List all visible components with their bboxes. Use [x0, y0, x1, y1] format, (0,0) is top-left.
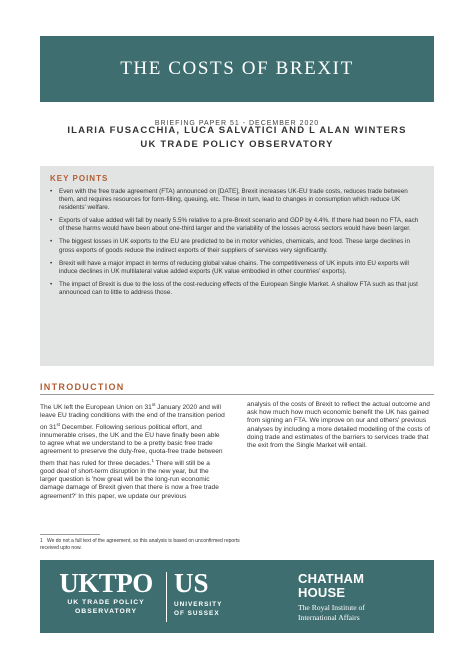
ordinal-suffix: st: [151, 402, 156, 407]
key-point-item: [50, 188, 424, 212]
sussex-line-2: OF SUSSEX: [174, 609, 220, 617]
key-points-list: [50, 188, 424, 297]
bullet-icon: •: [50, 259, 53, 267]
key-point-text: The biggest losses in UK exports to the EU are predicted to be in motor vehicles, chemicals, and food. These large declines in gross exports of goods reduce the indirect exports of their suppliers of services very significantly.: [59, 238, 410, 254]
key-point-text: The impact of Brexit is due to the loss of the cost-reducing effects of the European Single Market. A shallow FTA such as that just announced can to little to address those.: [59, 280, 418, 296]
key-point-text: Even with the free trade agreement (FTA) announced on [DATE], Brexit increases UK-EU trade costs, reduces trade between them, and requires resources for form-filling, queuing, etc. These in turn, lead to changes in consumption which reduce UK residents' welfare.: [59, 188, 408, 212]
organisation: UK TRADE POLICY OBSERVATORY: [140, 139, 334, 150]
introduction-paragraph-continued: analysis of the costs of Brexit to reflect the actual outcome and ask how much how much economic benefit the UK has gained from signing an FTA. We improve on our and others' previous analyses by including a more detailed modelling of the costs of doing trade and estimates of the barriers to services trade that the exit from the Single Market will entail.: [247, 401, 430, 450]
introduction-paragraph: [40, 401, 226, 501]
sussex-logo[interactable]: [174, 570, 236, 618]
intro-text: The UK left the European Union on 31: [40, 404, 152, 412]
section-divider: [40, 394, 434, 395]
uktpo-line-1: UK TRADE POLICY: [67, 599, 145, 606]
introduction-heading: INTRODUCTION: [40, 382, 125, 392]
key-point-text: Brexit will have a major impact in terms of reducing global value chains. The competitiveness of UK inputs into EU exports will induce declines in UK multilateral value added exports (UK value embodied in other countries' exports).: [59, 259, 409, 275]
footnote: [40, 538, 260, 551]
footer-logo-bar: [40, 560, 434, 633]
uktpo-wordmark: UKTPO: [59, 568, 153, 598]
key-point-item: [50, 281, 424, 297]
issue-label: BRIEFING PAPER 51 - DECEMBER 2020: [154, 120, 320, 127]
ordinal-suffix: st: [56, 421, 61, 427]
bullet-icon: •: [50, 280, 53, 288]
intro-text: December. Following serious political effort, and innumerable crises, the UK and the EU have finally been able to agree what we understand to be a pretty basic free trade agreement to preserve the duty-free, quota-free trade between them that has ruled for three decades.: [40, 423, 223, 467]
chatham-sub-2: International Affairs: [298, 612, 360, 622]
intro-text: January 2020 and will leave EU trading conditions with the end of the transition period on 31: [40, 404, 225, 431]
sussex-wordmark: US: [174, 568, 209, 598]
key-point-text: Exports of value added will fall by nearly 5.5% relative to a pre-Brexit scenario and GDP by 4.4%. If there had been no FTA, each of these harms would have been about one-third larger and the variability of the losses across sectors would have been larger.: [59, 217, 419, 233]
footnote-divider: [40, 534, 100, 535]
introduction-right-column: [247, 401, 433, 450]
page-title: THE COSTS OF BREXIT: [120, 58, 354, 79]
intro-text: There will still be a good deal of short-term disruption in the new year, but the larger question is 'how great will be the long-run economic damage damage of Brexit given that there is now a free trade agreement?' In this paper, we update our previous: [40, 459, 219, 500]
key-points-heading: KEY POINTS: [50, 174, 109, 183]
key-point-item: [50, 238, 424, 254]
chatham-line-1: CHATHAM: [298, 571, 365, 586]
authors: ILARIA FUSACCHIA, LUCA SALVATICI AND L ALAN WINTERS: [67, 125, 407, 136]
footnote-ref[interactable]: 1: [151, 457, 154, 463]
key-point-item: [50, 260, 424, 276]
uktpo-line-2: OBSERVATORY: [75, 607, 137, 615]
bullet-icon: •: [50, 238, 53, 246]
uktpo-logo[interactable]: [52, 570, 160, 616]
footnote-text: We do not a full text of the agreement, so this analysis is based on unconfirmed reports received upto now.: [40, 538, 240, 551]
chatham-line-2: HOUSE: [298, 585, 346, 600]
title-banner: [40, 36, 434, 102]
chatham-sub-1: The Royal Institute of: [298, 603, 365, 612]
bullet-icon: •: [50, 188, 53, 195]
introduction-left-column: [40, 401, 226, 501]
logo-divider: [166, 572, 167, 622]
sussex-line-1: UNIVERSITY: [174, 601, 223, 608]
chatham-house-logo[interactable]: [298, 572, 428, 622]
key-points-box: [40, 166, 434, 366]
key-point-item: [50, 217, 424, 233]
bullet-icon: •: [50, 217, 53, 225]
footnote-number: 1: [40, 538, 43, 544]
